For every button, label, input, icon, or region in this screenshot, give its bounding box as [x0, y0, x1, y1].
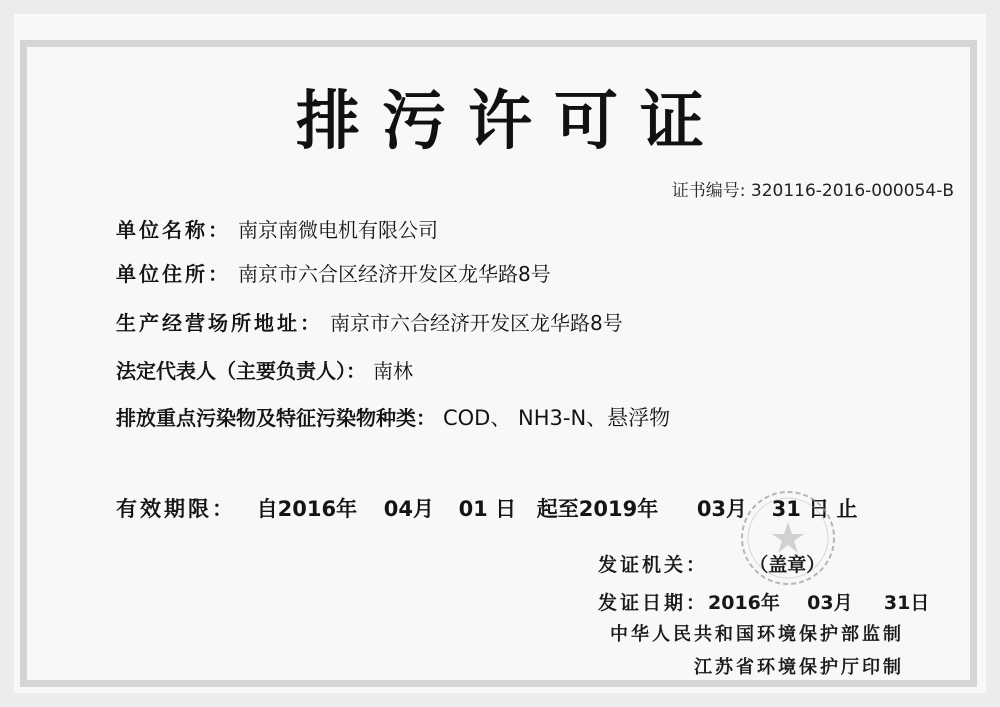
- issue-date-month: 03: [807, 592, 834, 614]
- validity-year-char-1: 年: [336, 497, 358, 521]
- validity-month-char-2: 月: [726, 497, 748, 521]
- printed-by: 江苏省环境保护厅印制: [694, 657, 904, 678]
- legal-representative-row: [116, 355, 413, 384]
- pollutants-label: 排放重点污染物及特征污染物种类：: [116, 406, 436, 430]
- unit-address-label: 单位住所：: [116, 262, 231, 286]
- unit-name-row: [116, 214, 438, 243]
- legal-representative-value: 南林: [372, 359, 413, 383]
- validity-to-year: 2019: [578, 497, 638, 521]
- issuing-authority-row: [598, 550, 825, 577]
- validity-label: 有效期限：: [116, 497, 236, 521]
- validity-to-day: 31: [771, 497, 801, 521]
- supervised-by: 中华人民共和国环境保护部监制: [610, 624, 904, 645]
- certificate-title: 排污许可证: [296, 85, 726, 159]
- issue-date-year-char: 年: [760, 592, 780, 614]
- issue-date-day: 31: [883, 592, 911, 614]
- validity-day-char-2: 日: [808, 497, 830, 521]
- issuing-authority-seal-note: （盖章）: [749, 554, 826, 576]
- validity-from-prefix: 自: [256, 497, 278, 521]
- validity-suffix: 止: [836, 497, 858, 521]
- issuing-authority-label: 发证机关：: [598, 554, 709, 576]
- site-address-row: [116, 307, 623, 336]
- certificate-number-value: 320116-2016-000054-B: [750, 181, 954, 201]
- validity-day-char-1: 日: [495, 497, 517, 521]
- pollutants-value: COD、 NH3-N、悬浮物: [442, 406, 671, 430]
- issue-date-month-char: 月: [833, 592, 853, 614]
- unit-name-value: 南京南微电机有限公司: [237, 218, 438, 242]
- site-address-value: 南京市六合经济开发区龙华路8号: [329, 311, 623, 335]
- issue-date-row: [598, 588, 929, 615]
- site-address-label: 生产经营场所地址：: [116, 311, 323, 335]
- validity-year-char-2: 年: [637, 497, 659, 521]
- validity-from-day: 01: [458, 497, 488, 521]
- unit-address-value: 南京市六合区经济开发区龙华路8号: [237, 262, 551, 286]
- unit-address-row: [116, 258, 551, 287]
- certificate-number-label: 证书编号:: [671, 181, 746, 201]
- pollutants-row: [116, 402, 670, 432]
- validity-from-month: 04: [383, 497, 413, 521]
- certificate-number: [672, 176, 954, 201]
- legal-representative-label: 法定代表人（主要负责人）：: [116, 359, 366, 383]
- issue-date-day-char: 日: [910, 592, 930, 614]
- validity-mid: 起至: [536, 497, 579, 521]
- validity-from-year: 2016: [277, 497, 337, 521]
- issue-date-year: 2016: [708, 592, 761, 614]
- unit-name-label: 单位名称：: [116, 218, 231, 242]
- validity-to-month: 03: [696, 497, 727, 521]
- validity-month-char-1: 月: [412, 497, 434, 521]
- issue-date-label: 发证日期：: [598, 592, 709, 614]
